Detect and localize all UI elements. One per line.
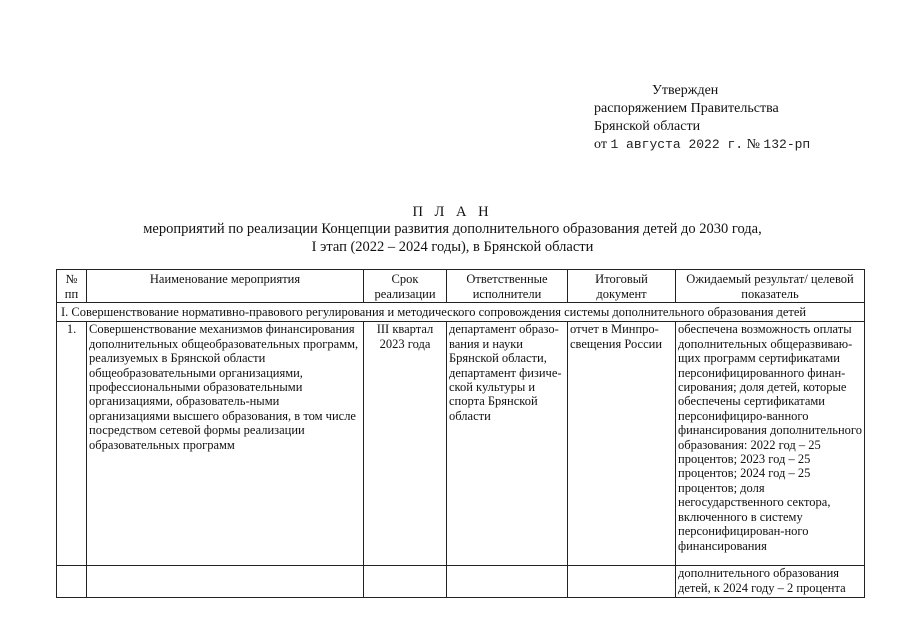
table-row [57,322,865,566]
cell-num: 1. [57,322,87,566]
cell-name: Совершенствование механизмов финансирования дополнительных общеобразовательных программ, реализуемых в Брянской области общеобразовательными организациями, профессиональными образовательными организациями, образователь-ными организациями высшего образования, в том числе посредством сетевой формы реализации образовательных программ [87,322,364,566]
approval-number: 132-рп [763,137,811,152]
table-header-row [57,270,865,303]
cell-deadline [364,566,447,598]
section-title: I. Совершенствование нормативно-правового регулирования и методического сопровождения системы дополнительного образования детей [57,303,865,322]
plan-title: П Л А Н [412,204,493,220]
header-num: № пп [57,270,87,303]
section-row [57,303,865,322]
approval-line-region: Брянской области [594,119,701,134]
approval-stamp [594,82,810,154]
cell-result: дополнительного образования детей, к 2024 году – 2 процента [676,566,865,598]
plan-table [56,269,865,598]
approval-line-approved: Утвержден [652,83,719,98]
cell-document: отчет в Минпро-свещения России [568,322,676,566]
cell-responsible: департамент образо-вания и науки Брянской области, департамент физиче-ской культуры и спорта Брянской области [447,322,568,566]
cell-num [57,566,87,598]
plan-subtitle-2: I этап (2022 – 2024 годы), в Брянской области [311,239,594,255]
approval-line-order: распоряжением Правительства [594,101,779,116]
cell-name [87,566,364,598]
header-result: Ожидаемый результат/ целевой показатель [676,270,865,303]
approval-date-prefix: от [594,137,607,152]
table-row [57,566,865,598]
header-responsible: Ответственные исполнители [447,270,568,303]
header-document: Итоговый документ [568,270,676,303]
approval-number-prefix: № [746,137,760,152]
header-name: Наименование мероприятия [87,270,364,303]
header-deadline: Срок реализации [364,270,447,303]
cell-result: обеспечена возможность оплаты дополнительных общеразвиваю-щих программ сертификатами персонифицированного финан-сирования; доля детей, которые обеспечены сертификатами персонифициро-ванного финансирования дополнительного образования: 2022 год – 25 процентов; 2023 год – 25 процентов; 2024 год – 25 процентов; доля негосударственного сектора, включенного в систему персонифицирован-ного финансирования [676,322,865,566]
cell-responsible [447,566,568,598]
approval-date: 1 августа 2022 г. [610,137,744,152]
cell-deadline: III квартал 2023 года [364,322,447,566]
approval-date-line [594,136,810,154]
plan-subtitle-1: мероприятий по реализации Концепции развития дополнительного образования детей до 2030 года, [143,221,762,237]
cell-document [568,566,676,598]
